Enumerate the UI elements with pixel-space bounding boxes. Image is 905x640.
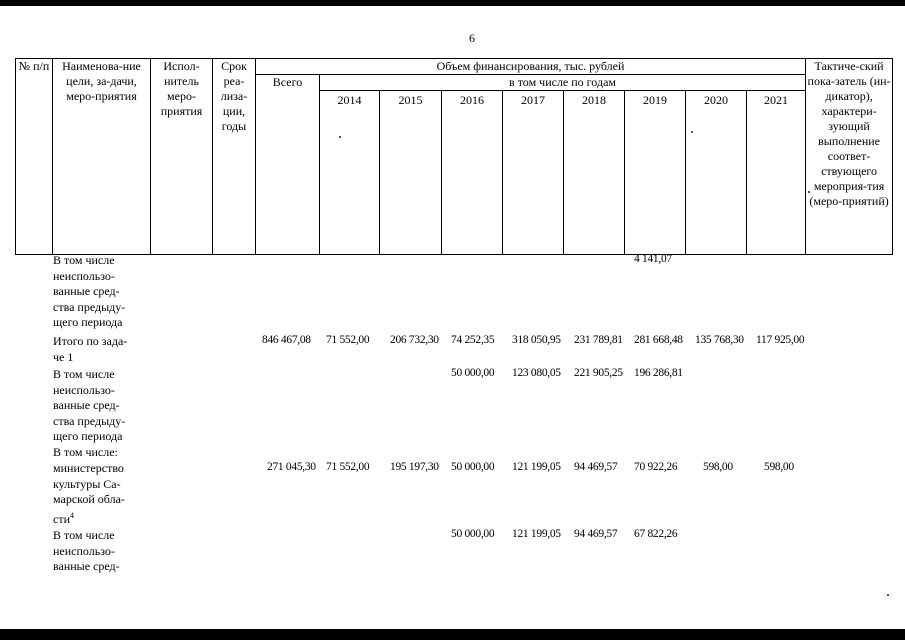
label-line: министерство	[53, 461, 124, 475]
header-year-2014: 2014	[320, 91, 380, 255]
header-year-2019: 2019	[625, 91, 686, 255]
label-line: ства предыду-	[53, 413, 126, 428]
header-col-indicator: Тактиче-ский пока-затель (ин-дикатор), характери-зующий выполнение соответ-ствующего мероприя-тия (меро-приятий)	[806, 59, 893, 255]
label-line: неиспользо-	[53, 268, 115, 283]
header-col-exec: Испол-нитель меро-приятия	[151, 59, 213, 255]
header-year-2021: 2021	[747, 91, 806, 255]
cell-2018: 94 469,57	[574, 528, 618, 540]
scan-speck	[887, 594, 889, 596]
table-row-label	[53, 253, 153, 331]
footnote-mark: 4	[70, 510, 74, 520]
table-row-label	[53, 445, 153, 461]
label-line: В том числе	[53, 528, 115, 542]
cell-2019: 67 822,26	[634, 528, 678, 540]
label-text: сти	[53, 511, 70, 526]
cell-2020: 135 768,30	[695, 334, 744, 346]
cell-2019: 4 141,07	[634, 253, 672, 265]
cell-2014: 71 552,00	[326, 461, 370, 473]
financing-table-header	[15, 58, 893, 255]
cell-2016: 50 000,00	[451, 528, 495, 540]
label-line: неиспользо-	[53, 382, 115, 397]
cell-2016: 50 000,00	[451, 367, 495, 379]
scan-speck	[808, 191, 810, 193]
label-line: щего периода	[53, 429, 123, 444]
header-col-name: Наименова-ние цели, за-дачи, меро-приятия	[53, 59, 151, 255]
label-line: Итого по зада-	[53, 334, 128, 348]
cell-total: 846 467,08	[262, 334, 311, 346]
cell-2019: 281 668,48	[634, 334, 683, 346]
header-year-2018: 2018	[564, 91, 625, 255]
label-line: щего периода	[53, 315, 123, 330]
cell-2021: 598,00	[764, 461, 794, 473]
scan-speck	[691, 131, 693, 133]
header-year-2017: 2017	[503, 91, 564, 255]
table-row-label	[53, 367, 153, 445]
scan-speck	[339, 136, 341, 138]
label-line: В том числе:	[53, 445, 118, 459]
cell-2015: 195 197,30	[390, 461, 439, 473]
header-year-2020: 2020	[686, 91, 747, 255]
header-col-term: Срок реа-лиза-ции, годы	[213, 59, 256, 255]
label-line: че 1	[53, 349, 74, 364]
cell-total: 271 045,30	[267, 461, 316, 473]
cell-2019: 70 922,26	[634, 461, 678, 473]
page-number: 6	[469, 31, 475, 45]
header-col-by-years: в том числе по годам	[320, 75, 806, 91]
cell-2021: 117 925,00	[756, 334, 805, 346]
top-border-line	[0, 0, 905, 6]
label-line: В том числе	[53, 367, 115, 381]
table-row-label	[53, 528, 153, 575]
cell-2017: 121 199,05	[512, 528, 561, 540]
cell-2016: 74 252,35	[451, 334, 495, 346]
table-row-label	[53, 334, 153, 365]
cell-2017: 123 080,05	[512, 367, 561, 379]
label-line: культуры Са-	[53, 476, 121, 491]
label-line: ванные сред-	[53, 559, 120, 574]
cell-2016: 50 000,00	[451, 461, 495, 473]
cell-2019: 196 286,81	[634, 367, 683, 379]
header-year-2016: 2016	[442, 91, 503, 255]
label-line: В том числе	[53, 253, 115, 267]
cell-2018: 94 469,57	[574, 461, 618, 473]
bottom-border-line	[0, 629, 905, 640]
header-col-finance: Объем финансирования, тыс. рублей	[256, 59, 806, 75]
cell-2015: 206 732,30	[390, 334, 439, 346]
label-line: ванные сред-	[53, 398, 120, 413]
label-line: неиспользо-	[53, 543, 115, 558]
cell-2017: 318 050,95	[512, 334, 561, 346]
table-row-label	[53, 461, 153, 527]
cell-2018: 221 905,25	[574, 367, 623, 379]
header-col-total: Всего	[256, 75, 320, 255]
label-line: марской обла-	[53, 492, 125, 507]
cell-2017: 121 199,05	[512, 461, 561, 473]
cell-2014: 71 552,00	[326, 334, 370, 346]
cell-2018: 231 789,81	[574, 334, 623, 346]
cell-2020: 598,00	[703, 461, 733, 473]
label-line: ванные сред-	[53, 284, 120, 299]
header-year-2015: 2015	[380, 91, 442, 255]
header-col-no: № п/п	[16, 59, 53, 255]
label-line: ства предыду-	[53, 299, 126, 314]
label-line	[53, 508, 153, 528]
